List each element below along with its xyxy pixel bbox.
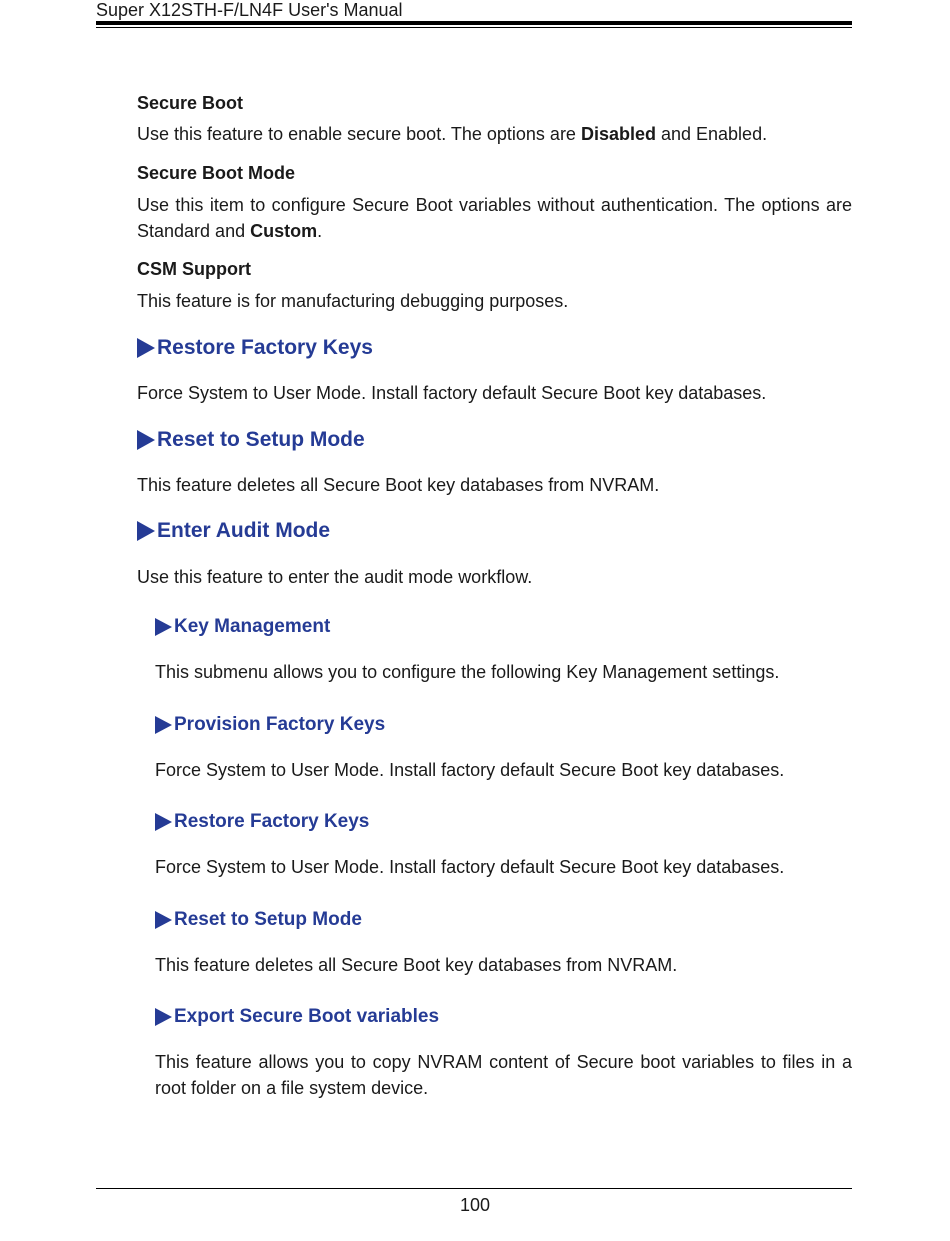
page-number: 100 bbox=[459, 1195, 491, 1215]
km-reset-to-setup-mode-heading: Reset to Setup Mode bbox=[155, 908, 362, 932]
secure-boot-mode-default-option: Custom bbox=[250, 221, 318, 241]
provision-factory-keys-heading: Provision Factory Keys bbox=[155, 713, 385, 737]
restore-factory-keys-description: Force System to User Mode. Install factory default Secure Boot key databases. bbox=[137, 383, 767, 403]
triangle-bullet-icon bbox=[155, 911, 172, 929]
triangle-bullet-icon bbox=[155, 716, 172, 734]
key-management-heading: Key Management bbox=[155, 615, 330, 639]
triangle-bullet-icon bbox=[137, 338, 155, 358]
header-rule-thick bbox=[96, 21, 852, 25]
secure-boot-mode-title: Secure Boot Mode bbox=[137, 163, 296, 183]
key-management-description: This submenu allows you to configure the following Key Management settings. bbox=[155, 662, 780, 682]
running-header: Super X12STH-F/LN4F User's Manual bbox=[96, 0, 403, 20]
reset-to-setup-mode-description: This feature deletes all Secure Boot key databases from NVRAM. bbox=[137, 475, 660, 495]
footer-rule bbox=[96, 1188, 852, 1189]
restore-factory-keys-heading: Restore Factory Keys bbox=[137, 335, 373, 361]
secure-boot-title: Secure Boot bbox=[137, 93, 244, 113]
enter-audit-mode-heading: Enter Audit Mode bbox=[137, 518, 330, 544]
secure-boot-description: Use this feature to enable secure boot. The options are Disabled and Enabled. bbox=[137, 124, 768, 144]
km-restore-factory-keys-description: Force System to User Mode. Install factory default Secure Boot key databases. bbox=[155, 857, 785, 877]
export-secure-boot-variables-description: This feature allows you to copy NVRAM content of Secure boot variables to files in a root folder on a file system device. bbox=[155, 1052, 852, 1098]
csm-support-title: CSM Support bbox=[137, 259, 251, 279]
provision-factory-keys-description: Force System to User Mode. Install factory default Secure Boot key databases. bbox=[155, 760, 785, 780]
triangle-bullet-icon bbox=[155, 1008, 172, 1026]
secure-boot-mode-description: Use this item to configure Secure Boot variables without authentication. The options are Standard and Custom. bbox=[137, 195, 852, 241]
triangle-bullet-icon bbox=[155, 618, 172, 636]
csm-support-description: This feature is for manufacturing debugging purposes. bbox=[137, 291, 569, 311]
km-restore-factory-keys-heading: Restore Factory Keys bbox=[155, 810, 369, 834]
reset-to-setup-mode-heading: Reset to Setup Mode bbox=[137, 427, 365, 453]
km-reset-to-setup-mode-description: This feature deletes all Secure Boot key databases from NVRAM. bbox=[155, 955, 678, 975]
secure-boot-default-option: Disabled bbox=[580, 124, 656, 144]
triangle-bullet-icon bbox=[137, 521, 155, 541]
export-secure-boot-variables-heading: Export Secure Boot variables bbox=[155, 1005, 439, 1029]
enter-audit-mode-description: Use this feature to enter the audit mode workflow. bbox=[137, 567, 533, 587]
triangle-bullet-icon bbox=[155, 813, 172, 831]
header-rule-thin bbox=[96, 27, 852, 28]
triangle-bullet-icon bbox=[137, 430, 155, 450]
